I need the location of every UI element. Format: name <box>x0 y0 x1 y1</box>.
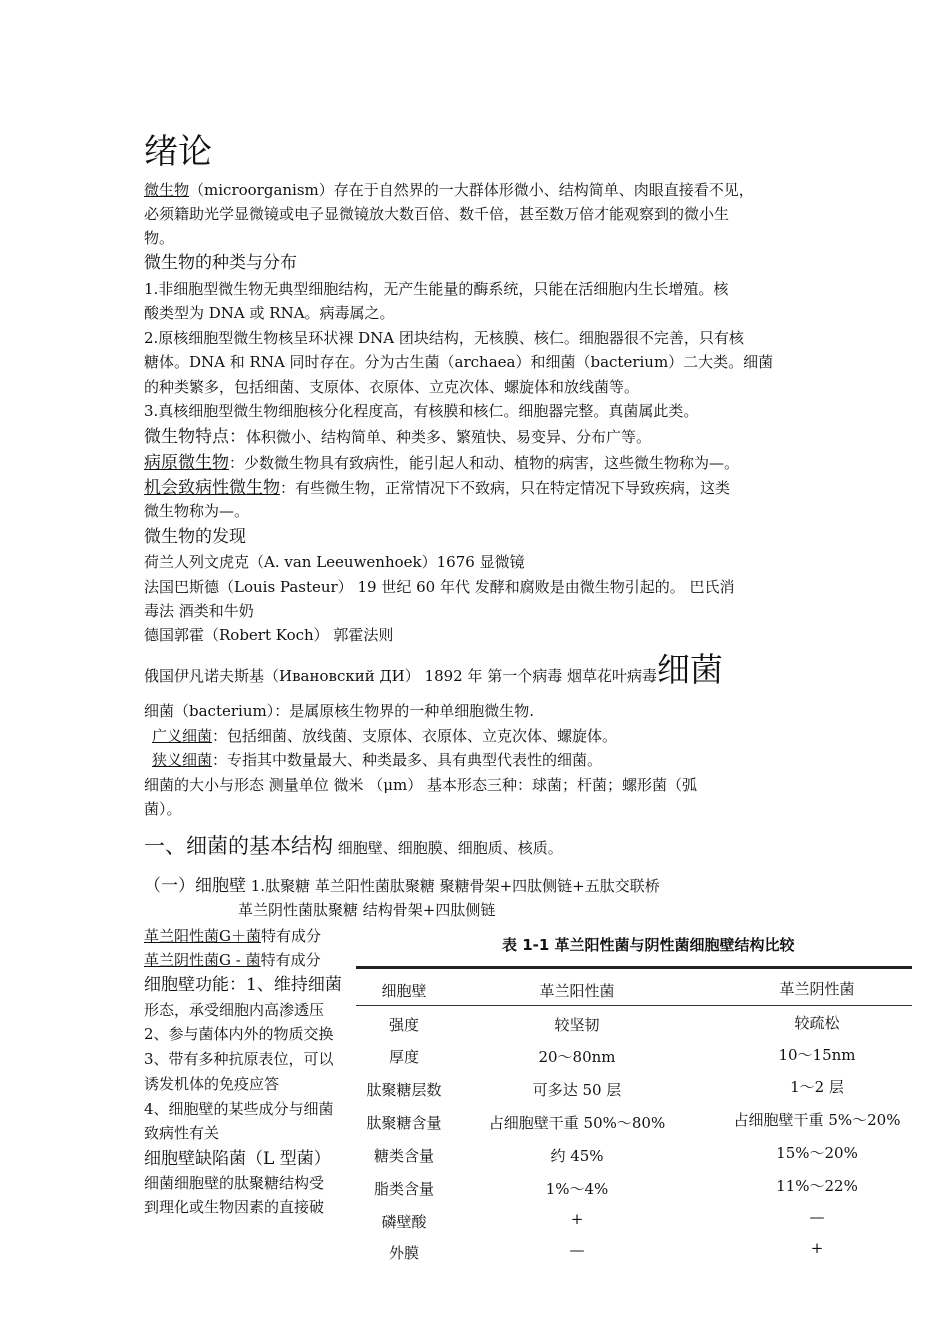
table-top-rule <box>356 966 912 969</box>
text-line: 到理化或生物因素的直接破 <box>144 1198 325 1216</box>
table-cell: — <box>809 1208 825 1226</box>
text-line: 酸类型为 DNA 或 RNA。病毒属之。 <box>144 304 395 322</box>
text-line: 3、带有多种抗原表位，可以 <box>144 1050 334 1068</box>
text-line: 2、参与菌体内外的物质交换 <box>144 1025 334 1043</box>
table-cell: 磷壁酸 <box>381 1213 427 1231</box>
text-line <box>144 650 724 689</box>
text-line: 形态，承受细胞内高渗透压 <box>144 1001 325 1019</box>
heading-types: 微生物的种类与分布 <box>144 253 297 273</box>
text-line: 致病性有关 <box>144 1124 220 1142</box>
text-line <box>152 750 602 770</box>
table-cell: 较疏松 <box>794 1014 840 1032</box>
text-line: 诱发机体的免疫应答 <box>144 1075 280 1093</box>
text-line: 糖体。DNA 和 RNA 同时存在。分为古生菌（archaea）和细菌（bacterium）二大类。细菌 <box>144 353 774 371</box>
table-cell: 较坚韧 <box>554 1016 600 1034</box>
text-line <box>152 726 617 746</box>
heading-features: 微生物特点： <box>144 427 246 447</box>
text-span: ：有些微生物，正常情况下不致病，只在特定情况下导致疾病，这类 <box>280 479 731 497</box>
text-line: 3.真核细胞型微生物细胞核分化程度高，有核膜和核仁。细胞器完整。真菌属此类。 <box>144 402 699 420</box>
text-span: 特有成分 <box>260 927 321 945</box>
term-gram-negative: 革兰阴性菌G - 菌 <box>144 951 261 969</box>
text-span: 体积微小、结构简单、种类多、繁殖快、易变异、分布广等。 <box>246 428 652 446</box>
table-cell: 可多达 50 层 <box>532 1081 622 1099</box>
table-cell: 1～2 层 <box>790 1078 844 1096</box>
text-span: 细胞壁、细胞膜、细胞质、核质。 <box>333 839 563 857</box>
text-span: ：少数微生物具有致病性，能引起人和动、植物的病害，这些微生物称为—。 <box>229 454 740 472</box>
text-line: 的种类繁多，包括细菌、支原体、衣原体、立克次体、螺旋体和放线菌等。 <box>144 378 640 396</box>
term-gram-positive: 革兰阳性菌G＋菌 <box>144 927 261 945</box>
text-line: 法国巴斯德（Louis Pasteur） 19 世纪 60 年代 发酵和腐败是由微生物引起的。 巴氏消 <box>144 578 735 596</box>
table-cell: 20～80nm <box>538 1048 616 1066</box>
heading-structure: 一、细菌的基本结构 <box>144 834 333 858</box>
heading-cell-wall: （一）细胞壁 <box>144 876 246 896</box>
text-span: （microorganism）存在于自然界的一大群体形微小、结构简单、肉眼直接看不见， <box>189 181 754 199</box>
heading-bacteria: 细菌 <box>657 650 724 689</box>
text-line: 1.非细胞型微生物无典型细胞结构，无产生能量的酶系统，只能在活细胞内生长增殖。核 <box>144 280 729 298</box>
table-cell: 外膜 <box>388 1244 420 1262</box>
text-line: 4、细胞壁的某些成分与细菌 <box>144 1100 334 1118</box>
term-pathogen: 病原微生物 <box>144 453 229 473</box>
text-line <box>144 180 754 200</box>
text-line: 微生物称为—。 <box>144 502 250 520</box>
text-line: 细菌的大小与形态 测量单位 微米 （μm） 基本形态三种：球菌；杆菌；螺形菌（弧 <box>144 776 698 794</box>
text-span: 特有成分 <box>260 951 321 969</box>
text-line: 细菌（bacterium）：是属原核生物界的一种单细胞微生物. <box>144 702 534 720</box>
table-cell: 厚度 <box>388 1048 420 1066</box>
text-line: 革兰阴性菌肽聚糖 结构骨架+四肽侧链 <box>238 901 496 919</box>
text-line: 荷兰人列文虎克（A. van Leeuwenhoek）1676 显微镜 <box>144 553 525 571</box>
heading-l-form: 细胞壁缺陷菌（L 型菌） <box>144 1149 331 1169</box>
term-broad: 广义细菌 <box>152 727 213 745</box>
table-header-cell: 革兰阴性菌 <box>779 980 855 998</box>
table-header-cell: 革兰阳性菌 <box>539 982 615 1000</box>
text-line: 德国郭霍（Robert Koch） 郭霍法则 <box>144 626 394 644</box>
text-line <box>144 836 563 858</box>
text-line: 菌）。 <box>144 800 182 818</box>
text-line: 2.原核细胞型微生物核呈环状裸 DNA 团块结构，无核膜、核仁。细胞器很不完善，只有核 <box>144 329 744 347</box>
text-line <box>144 452 739 474</box>
text-line: 毒法 酒类和牛奶 <box>144 602 254 620</box>
text-span: 俄国伊凡诺夫斯基（Ивановский ДИ） 1892 年 第一个病毒 烟草花叶病毒 <box>144 667 658 685</box>
text-line <box>144 950 321 970</box>
term-microorganism: 微生物 <box>144 181 190 199</box>
table-cell: 约 45% <box>550 1147 604 1165</box>
heading-discovery: 微生物的发现 <box>144 527 246 547</box>
text-line <box>144 477 730 499</box>
table-cell: + <box>570 1210 584 1228</box>
table-header-cell: 细胞壁 <box>381 982 427 1000</box>
table-cell: 占细胞壁干重 5%～20% <box>733 1111 901 1129</box>
table-caption: 表 1-1 革兰阳性菌与阴性菌细胞壁结构比较 <box>502 936 795 954</box>
table-cell: 11%～22% <box>776 1177 858 1195</box>
table-cell: — <box>569 1241 585 1259</box>
table-cell: 糖类含量 <box>373 1147 435 1165</box>
text-span: 1.肽聚糖 革兰阳性菌肽聚糖 聚糖骨架+四肽侧链+五肽交联桥 <box>246 877 660 895</box>
text-line: 必须籍助光学显微镜或电子显微镜放大数百倍、数千倍，甚至数万倍才能观察到的微小生 <box>144 205 730 223</box>
table-cell: 10～15nm <box>778 1046 856 1064</box>
table-cell: 脂类含量 <box>373 1180 435 1198</box>
table-header-rule <box>356 1005 912 1006</box>
table-cell: 肽聚糖层数 <box>366 1081 442 1099</box>
table-cell: 1%～4% <box>545 1180 609 1198</box>
table-cell: 肽聚糖含量 <box>366 1114 442 1132</box>
text-line <box>144 426 651 448</box>
text-line: 物。 <box>144 229 175 247</box>
text-line <box>144 875 660 897</box>
term-narrow: 狭义细菌 <box>152 751 213 769</box>
table-cell: + <box>810 1239 824 1257</box>
text-span: ：专指其中数量最大、种类最多、具有典型代表性的细菌。 <box>212 751 603 769</box>
text-line: 细菌细胞壁的肽聚糖结构受 <box>144 1174 325 1192</box>
page-title: 绪论 <box>144 132 212 172</box>
term-opportunistic: 机会致病性微生物 <box>144 478 280 498</box>
table-cell: 15%～20% <box>776 1144 858 1162</box>
table-cell: 占细胞壁干重 50%～80% <box>488 1114 666 1132</box>
table-cell: 强度 <box>388 1016 420 1034</box>
text-span: ：包括细菌、放线菌、支原体、衣原体、立克次体、螺旋体。 <box>212 727 618 745</box>
text-line <box>144 926 321 946</box>
text-line: 细胞壁功能：1、维持细菌 <box>144 975 342 995</box>
cell-wall-comparison-table <box>352 928 912 1262</box>
